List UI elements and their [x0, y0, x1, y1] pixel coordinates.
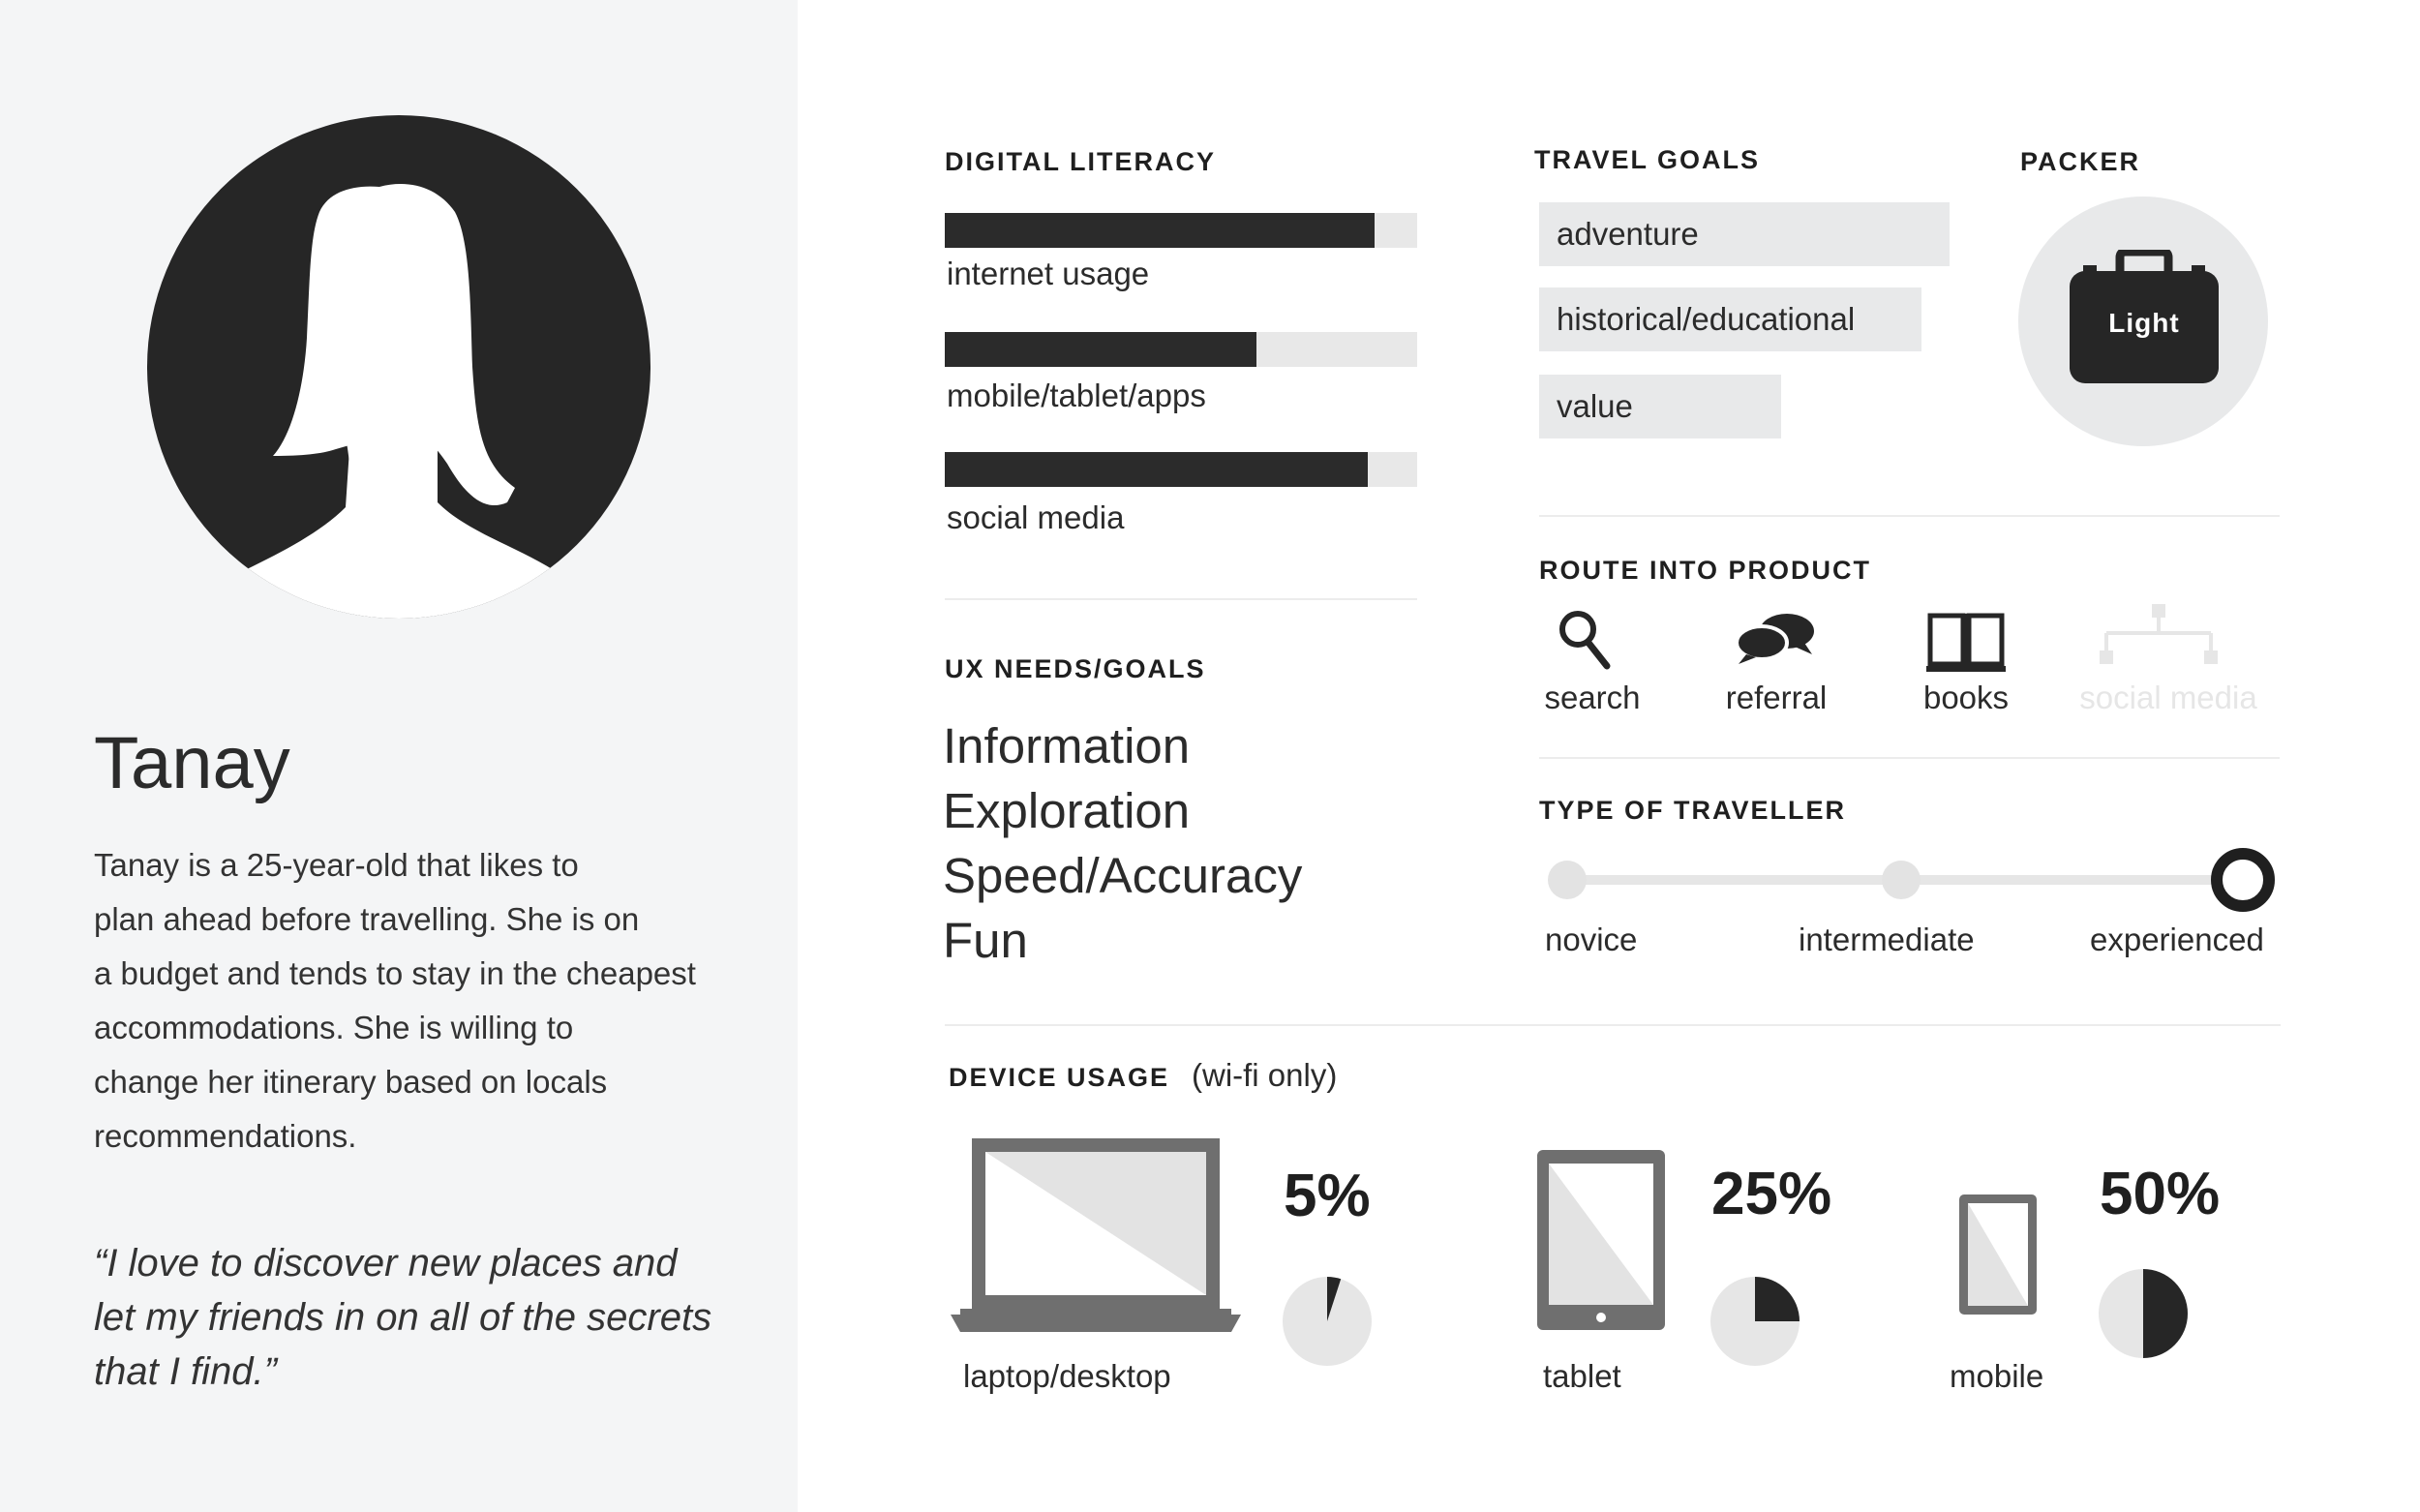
device-pie — [1282, 1276, 1373, 1367]
travel-goal-tag: adventure — [1539, 202, 1950, 266]
bio-line: Tanay is a 25-year-old that likes to — [94, 847, 579, 883]
bio-line: a budget and tends to stay in the cheapest — [94, 955, 696, 991]
device-pie — [1709, 1276, 1800, 1367]
route-label: books — [1922, 680, 2010, 715]
quote-line: “I love to discover new places and — [94, 1242, 678, 1285]
divider — [945, 598, 1417, 600]
quote-line: that I find.” — [94, 1350, 277, 1393]
tablet-icon — [1537, 1150, 1665, 1330]
traveller-level-label: novice — [1545, 922, 1638, 957]
bio-line: recommendations. — [94, 1118, 357, 1154]
persona-name: Tanay — [94, 722, 290, 804]
literacy-bar-fill — [945, 213, 1375, 248]
quote-line: let my friends in on all of the secrets — [94, 1296, 712, 1339]
traveller-type-title: TYPE OF TRAVELLER — [1539, 796, 1847, 825]
divider — [1539, 515, 2280, 517]
ux-need-item: Exploration — [943, 783, 1191, 838]
persona-quote — [94, 1236, 771, 1399]
digital-literacy-title: DIGITAL LITERACY — [945, 147, 1216, 176]
literacy-bar — [945, 332, 1417, 367]
bio-line: plan ahead before travelling. She is on — [94, 901, 640, 937]
ux-need-item: Information — [943, 718, 1191, 773]
route-title: ROUTE INTO PRODUCT — [1539, 556, 1872, 585]
persona-bio — [94, 838, 771, 1164]
ux-needs-title: UX NEEDS/GOALS — [945, 654, 1206, 683]
literacy-label: internet usage — [947, 256, 1150, 291]
device-usage-title: DEVICE USAGE — [949, 1063, 1170, 1092]
travel-goals-title: TRAVEL GOALS — [1534, 145, 1761, 174]
pie-slice — [2143, 1269, 2188, 1358]
travel-goal-tag: value — [1539, 375, 1781, 438]
open-book-icon — [1926, 610, 2006, 672]
literacy-label: mobile/tablet/apps — [947, 378, 1206, 413]
divider — [945, 1024, 2281, 1026]
device-label: laptop/desktop — [963, 1358, 1171, 1394]
traveller-node-intermediate — [1882, 861, 1921, 899]
device-label: mobile — [1950, 1358, 2044, 1394]
speech-bubbles-icon — [1735, 612, 1816, 666]
device-pie — [2098, 1268, 2189, 1359]
packer-value: Light — [2108, 308, 2180, 338]
bio-line: change her itinerary based on locals — [94, 1064, 608, 1100]
mobile-icon — [1959, 1194, 2037, 1315]
travel-goal-tag: historical/educational — [1539, 287, 1921, 351]
divider — [1539, 757, 2280, 759]
ux-need-item: Speed/Accuracy — [943, 848, 1303, 903]
device-percent: 50% — [2100, 1161, 2221, 1227]
device-label: tablet — [1543, 1358, 1621, 1394]
route-label: search — [1544, 680, 1641, 715]
device-percent: 25% — [1711, 1161, 1832, 1227]
literacy-label: social media — [947, 499, 1125, 535]
pie-slice — [1755, 1277, 1800, 1321]
traveller-node-experienced — [2211, 848, 2275, 912]
device-usage-subtitle: (wi-fi only) — [1192, 1057, 1338, 1093]
literacy-bar — [945, 213, 1417, 248]
network-icon — [2097, 604, 2221, 668]
literacy-bar-fill — [945, 332, 1256, 367]
magnifier-icon — [1558, 608, 1613, 672]
packer-title: PACKER — [2020, 147, 2141, 176]
traveller-node-novice — [1548, 861, 1587, 899]
persona-panel — [0, 0, 798, 1512]
ux-needs-list — [943, 713, 1302, 973]
traveller-level-label: intermediate — [1799, 922, 1975, 957]
device-percent: 5% — [1284, 1163, 1371, 1229]
ux-need-item: Fun — [943, 913, 1028, 968]
route-label: social media — [2079, 680, 2257, 715]
literacy-bar-fill — [945, 452, 1368, 487]
laptop-icon — [951, 1136, 1241, 1334]
literacy-bar — [945, 452, 1417, 487]
avatar — [147, 115, 650, 619]
traveller-level-label: experienced — [2090, 922, 2264, 957]
bio-line: accommodations. She is willing to — [94, 1010, 574, 1045]
route-label: referral — [1725, 680, 1828, 715]
